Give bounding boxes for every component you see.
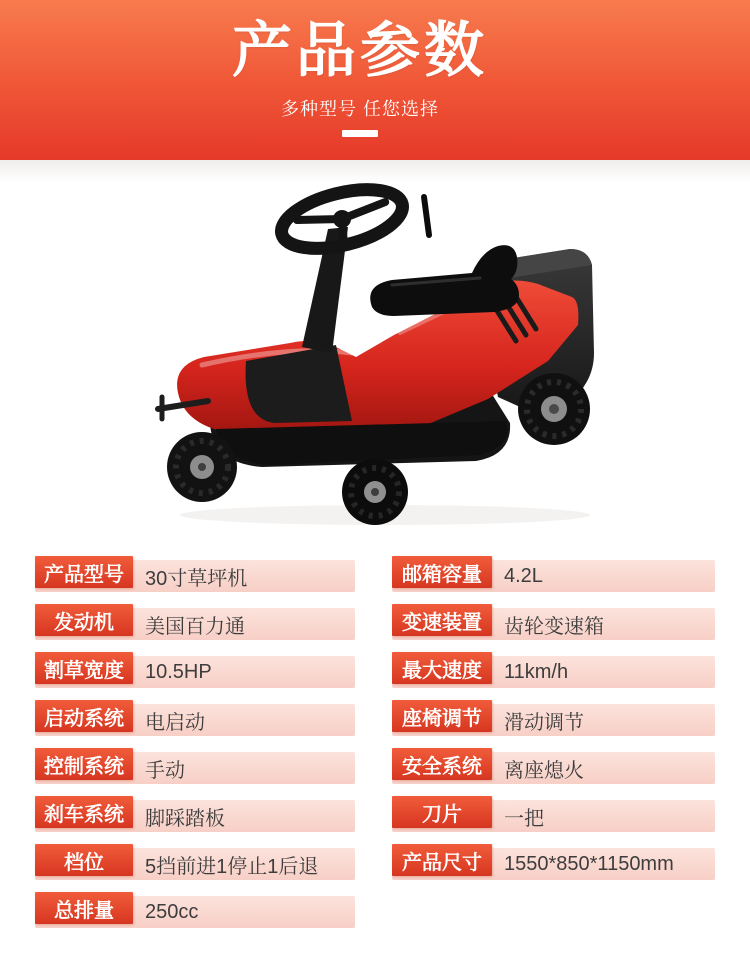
spec-row (392, 796, 715, 832)
product-image (150, 183, 630, 543)
spec-value: 一把 (504, 807, 544, 830)
spec-value: 30寸草坪机 (145, 567, 248, 590)
spec-value: 5挡前进1停止1后退 (145, 855, 319, 878)
spec-row (392, 700, 715, 736)
spec-row (392, 556, 715, 592)
spec-row (392, 604, 715, 640)
page-subtitle: 多种型号 任您选择 (280, 99, 439, 119)
spec-label: 控制系统 (35, 748, 133, 780)
spec-row (35, 556, 355, 592)
header-fade-strip (0, 160, 750, 182)
spec-row (35, 652, 355, 688)
spec-label: 产品尺寸 (392, 844, 492, 876)
spec-label: 最大速度 (392, 652, 492, 684)
spec-value: 齿轮变速箱 (504, 615, 604, 638)
spec-value: 滑动调节 (504, 711, 584, 734)
spec-label: 产品型号 (35, 556, 133, 588)
spec-value: 4.2L (504, 564, 543, 587)
spec-label: 座椅调节 (392, 700, 492, 732)
spec-row (35, 748, 355, 784)
spec-row (392, 748, 715, 784)
spec-row (35, 700, 355, 736)
spec-value: 10.5HP (145, 660, 212, 683)
spec-value: 离座熄火 (504, 759, 584, 782)
spec-row (35, 844, 355, 880)
spec-row (392, 844, 715, 880)
spec-row (35, 796, 355, 832)
spec-label: 刹车系统 (35, 796, 133, 828)
header-content (0, 0, 735, 137)
spec-label: 邮箱容量 (392, 556, 492, 588)
riding-mower-illustration (150, 183, 630, 543)
spec-col-left (35, 556, 355, 940)
spec-value: 250cc (145, 900, 199, 923)
spec-label: 档位 (35, 844, 133, 876)
spec-value: 美国百力通 (145, 615, 245, 638)
spec-value: 电启动 (145, 711, 205, 734)
underline-dash (342, 130, 378, 137)
spec-value: 1550*850*1150mm (504, 852, 674, 875)
spec-label: 刀片 (392, 796, 492, 828)
spec-label: 总排量 (35, 892, 133, 924)
spec-value: 脚踩踏板 (145, 807, 225, 830)
spec-value: 11km/h (504, 660, 569, 683)
spec-col-right (392, 556, 715, 892)
spec-label: 割草宽度 (35, 652, 133, 684)
spec-label: 发动机 (35, 604, 133, 636)
spec-row (35, 892, 355, 928)
spec-value: 手动 (145, 759, 185, 782)
spec-row (392, 652, 715, 688)
spec-row (35, 604, 355, 640)
page-title: 产品参数 (232, 17, 488, 84)
spec-label: 安全系统 (392, 748, 492, 780)
spec-label: 启动系统 (35, 700, 133, 732)
header-banner (0, 0, 750, 160)
spec-label: 变速装置 (392, 604, 492, 636)
